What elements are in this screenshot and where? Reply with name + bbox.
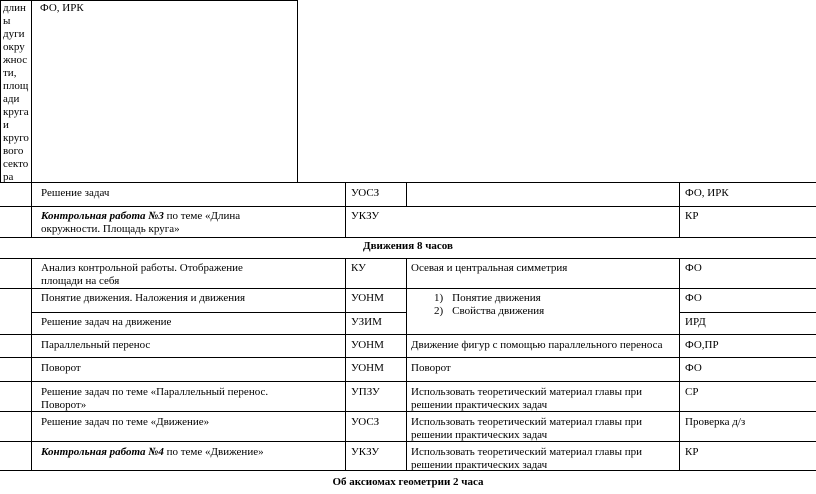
row-topic: Решение задач по теме «Параллельный перенос. <box>41 386 269 398</box>
list-number: 2) <box>434 305 444 317</box>
topic-fragment-line: круго <box>3 132 29 144</box>
topic-fragment-line: дуги <box>3 28 25 40</box>
row-topic-line2: Поворот» <box>41 399 87 411</box>
row-topic: Решение задач на движение <box>41 316 172 328</box>
topic-fragment-line: площ <box>3 80 29 92</box>
row-control: ФО,ПР <box>685 339 719 351</box>
row-content-line2: решении практических задач <box>411 399 548 411</box>
list-number: 1) <box>434 292 444 304</box>
row-content-line2: решении практических задач <box>411 459 548 471</box>
row-type: УОСЗ <box>351 416 380 428</box>
topic-fragment-line: ы <box>3 15 11 27</box>
row-content-line2: решении практических задач <box>411 429 548 441</box>
row-type: УКЗУ <box>351 446 380 458</box>
row-topic-line2: площади на себя <box>41 275 120 287</box>
list-item <box>434 305 544 318</box>
row-control: ФО <box>685 292 702 304</box>
row-type: КУ <box>351 262 366 274</box>
row-control: ФО <box>685 262 702 274</box>
row-topic-bold: Контрольная работа №4 <box>41 446 164 458</box>
list-item-text: Понятие движения <box>452 292 541 304</box>
row-topic-rest: по теме «Движение» <box>163 446 264 458</box>
merged-content-list <box>434 292 544 318</box>
row-content: Использовать теоретический материал главы при <box>411 386 642 398</box>
row-content: Использовать теоретический материал главы при <box>411 446 642 458</box>
row-control: КР <box>685 210 699 222</box>
topic-fragment-line: жнос <box>3 54 28 66</box>
row-content: Осевая и центральная симметрия <box>411 262 568 274</box>
row-control: ФО, ИРК <box>685 187 729 199</box>
row-topic: Анализ контрольной работы. Отображение <box>41 262 243 274</box>
section-heading: Движения 8 часов <box>363 240 453 252</box>
row-topic: Параллельный перенос <box>41 339 151 351</box>
topic-fragment-line: круга <box>3 106 29 118</box>
row-type: УПЗУ <box>351 386 380 398</box>
row-topic-line2: окружности. Площадь круга» <box>41 223 180 235</box>
topic-fragment-line: вого <box>3 145 24 157</box>
topic-fragment-line: секто <box>3 158 29 170</box>
row-topic-rest: по теме «Длина <box>163 210 241 222</box>
row-control: ФО <box>685 362 702 374</box>
row-topic: Решение задач по теме «Движение» <box>41 416 210 428</box>
row-control: КР <box>685 446 699 458</box>
row-topic: Решение задач <box>41 187 110 199</box>
row-type: УОНМ <box>351 362 384 374</box>
topic-fragment-line: ади <box>3 93 20 105</box>
topic-fragment-line: ти, <box>3 67 17 79</box>
row-topic <box>41 210 240 223</box>
row-content: Использовать теоретический материал главы при <box>411 416 642 428</box>
row-content: Движение фигур с помощью параллельного переноса <box>411 339 663 351</box>
topic-fragment-line: длин <box>3 2 26 14</box>
topic-fragment-line: ра <box>3 171 14 183</box>
row-type: УОНМ <box>351 292 384 304</box>
section-heading: Об аксиомах геометрии 2 часа <box>332 476 484 488</box>
row-content: Поворот <box>411 362 451 374</box>
row-topic <box>41 446 264 459</box>
row-control: СР <box>685 386 699 398</box>
row-control: Проверка д/з <box>685 416 746 428</box>
row-type: УОНМ <box>351 339 384 351</box>
row-type: УОСЗ <box>351 187 380 199</box>
row-topic: Поворот <box>41 362 81 374</box>
top-row-control: ФО, ИРК <box>40 2 84 14</box>
row-type: УЗИМ <box>351 316 382 328</box>
list-item-text: Свойства движения <box>452 305 545 317</box>
row-type: УКЗУ <box>351 210 380 222</box>
list-item <box>434 292 544 305</box>
topic-fragment-line: окру <box>3 41 25 53</box>
topic-fragment <box>3 2 30 184</box>
row-control: ИРД <box>685 316 706 328</box>
row-topic: Понятие движения. Наложения и движения <box>41 292 246 304</box>
topic-fragment-line: и <box>3 119 9 131</box>
row-topic-bold: Контрольная работа №3 <box>41 210 164 222</box>
